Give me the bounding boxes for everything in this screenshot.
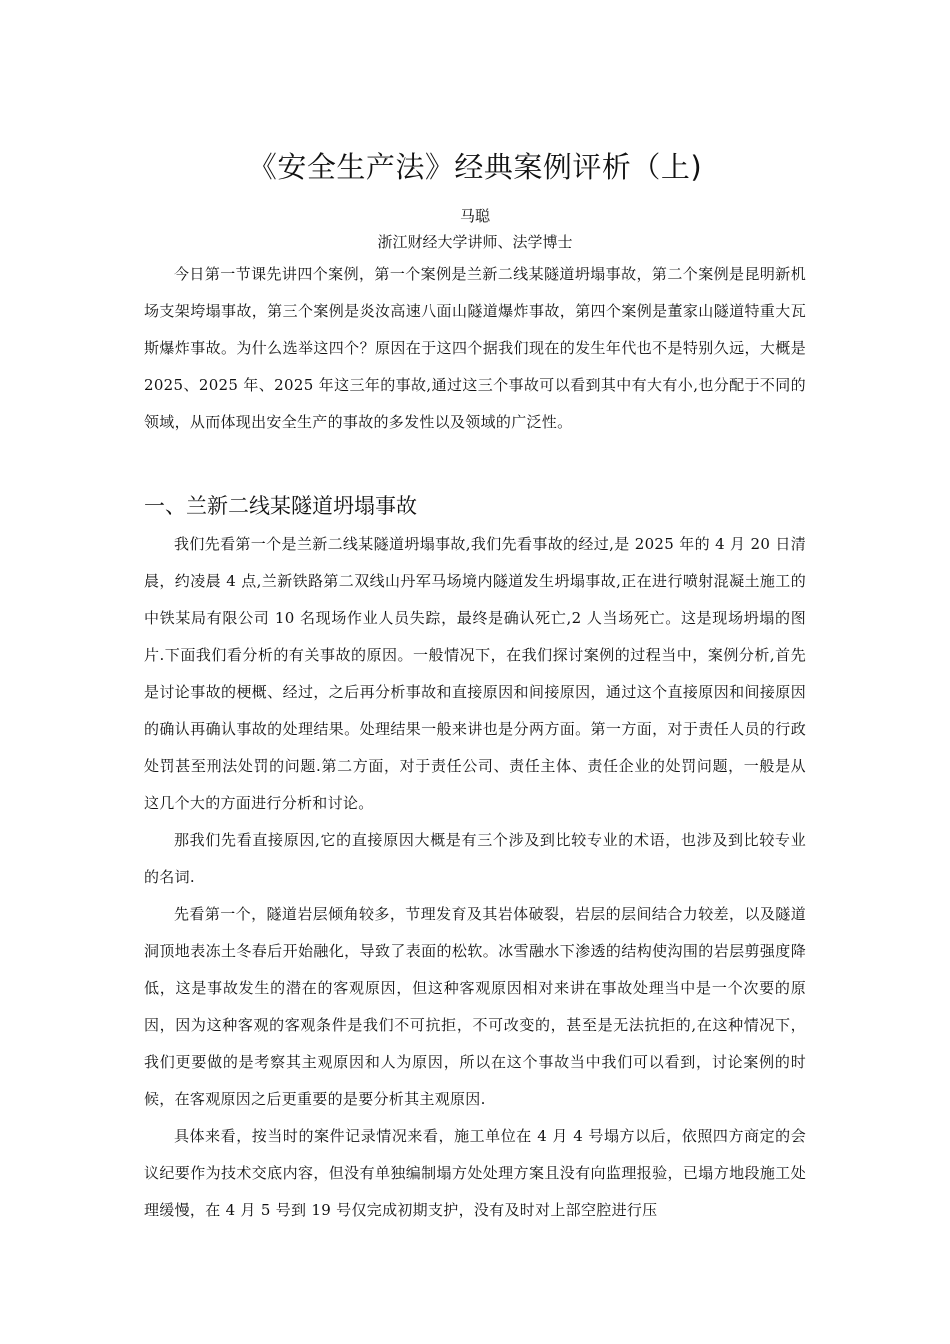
body-paragraph: 我们先看第一个是兰新二线某隧道坍塌事故,我们先看事故的经过,是 2025 年的 4 月 20 日清晨，约凌晨 4 点,兰新铁路第二双线山丹军马场境内隧道发生坍塌事故,正在进行喷射混凝土施工的中铁某局有限公司 10 名现场作业人员失踪，最终是确认死亡,2 人当场死亡。这是现场坍塌的图片.下面我们看分析的有关事故的原因。一般情况下，在我们探讨案例的过程当中，案例分析,首先是讨论事故的梗概、经过，之后再分析事故和直接原因和间接原因，通过这个直接原因和间接原因的确认再确认事故的处理结果。处理结果一般来讲也是分两方面。第一方面，对于责任人员的行政处罚甚至刑法处罚的问题.第二方面，对于责任公司、责任主体、责任企业的处罚问题，一般是从这几个大的方面进行分析和讨论。 bbox=[144, 535, 806, 812]
intro-section bbox=[144, 256, 806, 441]
author-affiliation: 浙江财经大学讲师、法学博士 bbox=[377, 233, 573, 251]
body-paragraph: 具体来看，按当时的案件记录情况来看，施工单位在 4 月 4 号塌方以后，依照四方商定的会议纪要作为技术交底内容，但没有单独编制塌方处处理方案且没有向监理报验，已塌方地段施工处理缓慢，在 4 月 5 号到 19 号仅完成初期支护，没有及时对上部空腔进行压 bbox=[144, 1127, 806, 1219]
section-body bbox=[144, 526, 806, 1229]
document-title: 《安全生产法》经典案例评析（上) bbox=[247, 150, 703, 184]
body-paragraph: 那我们先看直接原因,它的直接原因大概是有三个涉及到比较专业的术语，也涉及到比较专业的名词. bbox=[144, 831, 806, 886]
author-name: 马聪 bbox=[459, 207, 490, 225]
section-heading: 一、兰新二线某隧道坍塌事故 bbox=[144, 494, 417, 518]
body-paragraph: 先看第一个，隧道岩层倾角较多，节理发育及其岩体破裂，岩层的层间结合力较差，以及隧道洞顶地表冻土冬春后开始融化，导致了表面的松软。冰雪融水下渗透的结构使沟围的岩层剪强度降低，这是事故发生的潜在的客观原因，但这种客观原因相对来讲在事故处理当中是一个次要的原因，因为这种客观的客观条件是我们不可抗拒，不可改变的，甚至是无法抗拒的,在这种情况下，我们更要做的是考察其主观原因和人为原因，所以在这个事故当中我们可以看到，讨论案例的时候，在客观原因之后更重要的是要分析其主观原因. bbox=[144, 905, 806, 1108]
intro-paragraph: 今日第一节课先讲四个案例，第一个案例是兰新二线某隧道坍塌事故，第二个案例是昆明新机场支架垮塌事故，第三个案例是炎汝高速八面山隧道爆炸事故，第四个案例是董家山隧道特重大瓦斯爆炸事故。为什么选举这四个？原因在于这四个据我们现在的发生年代也不是特别久远，大概是 2025、2025 年、2025 年这三年的事故,通过这三个事故可以看到其中有大有小,也分配于不同的领域，从而体现出安全生产的事故的多发性以及领域的广泛性。 bbox=[144, 265, 806, 431]
